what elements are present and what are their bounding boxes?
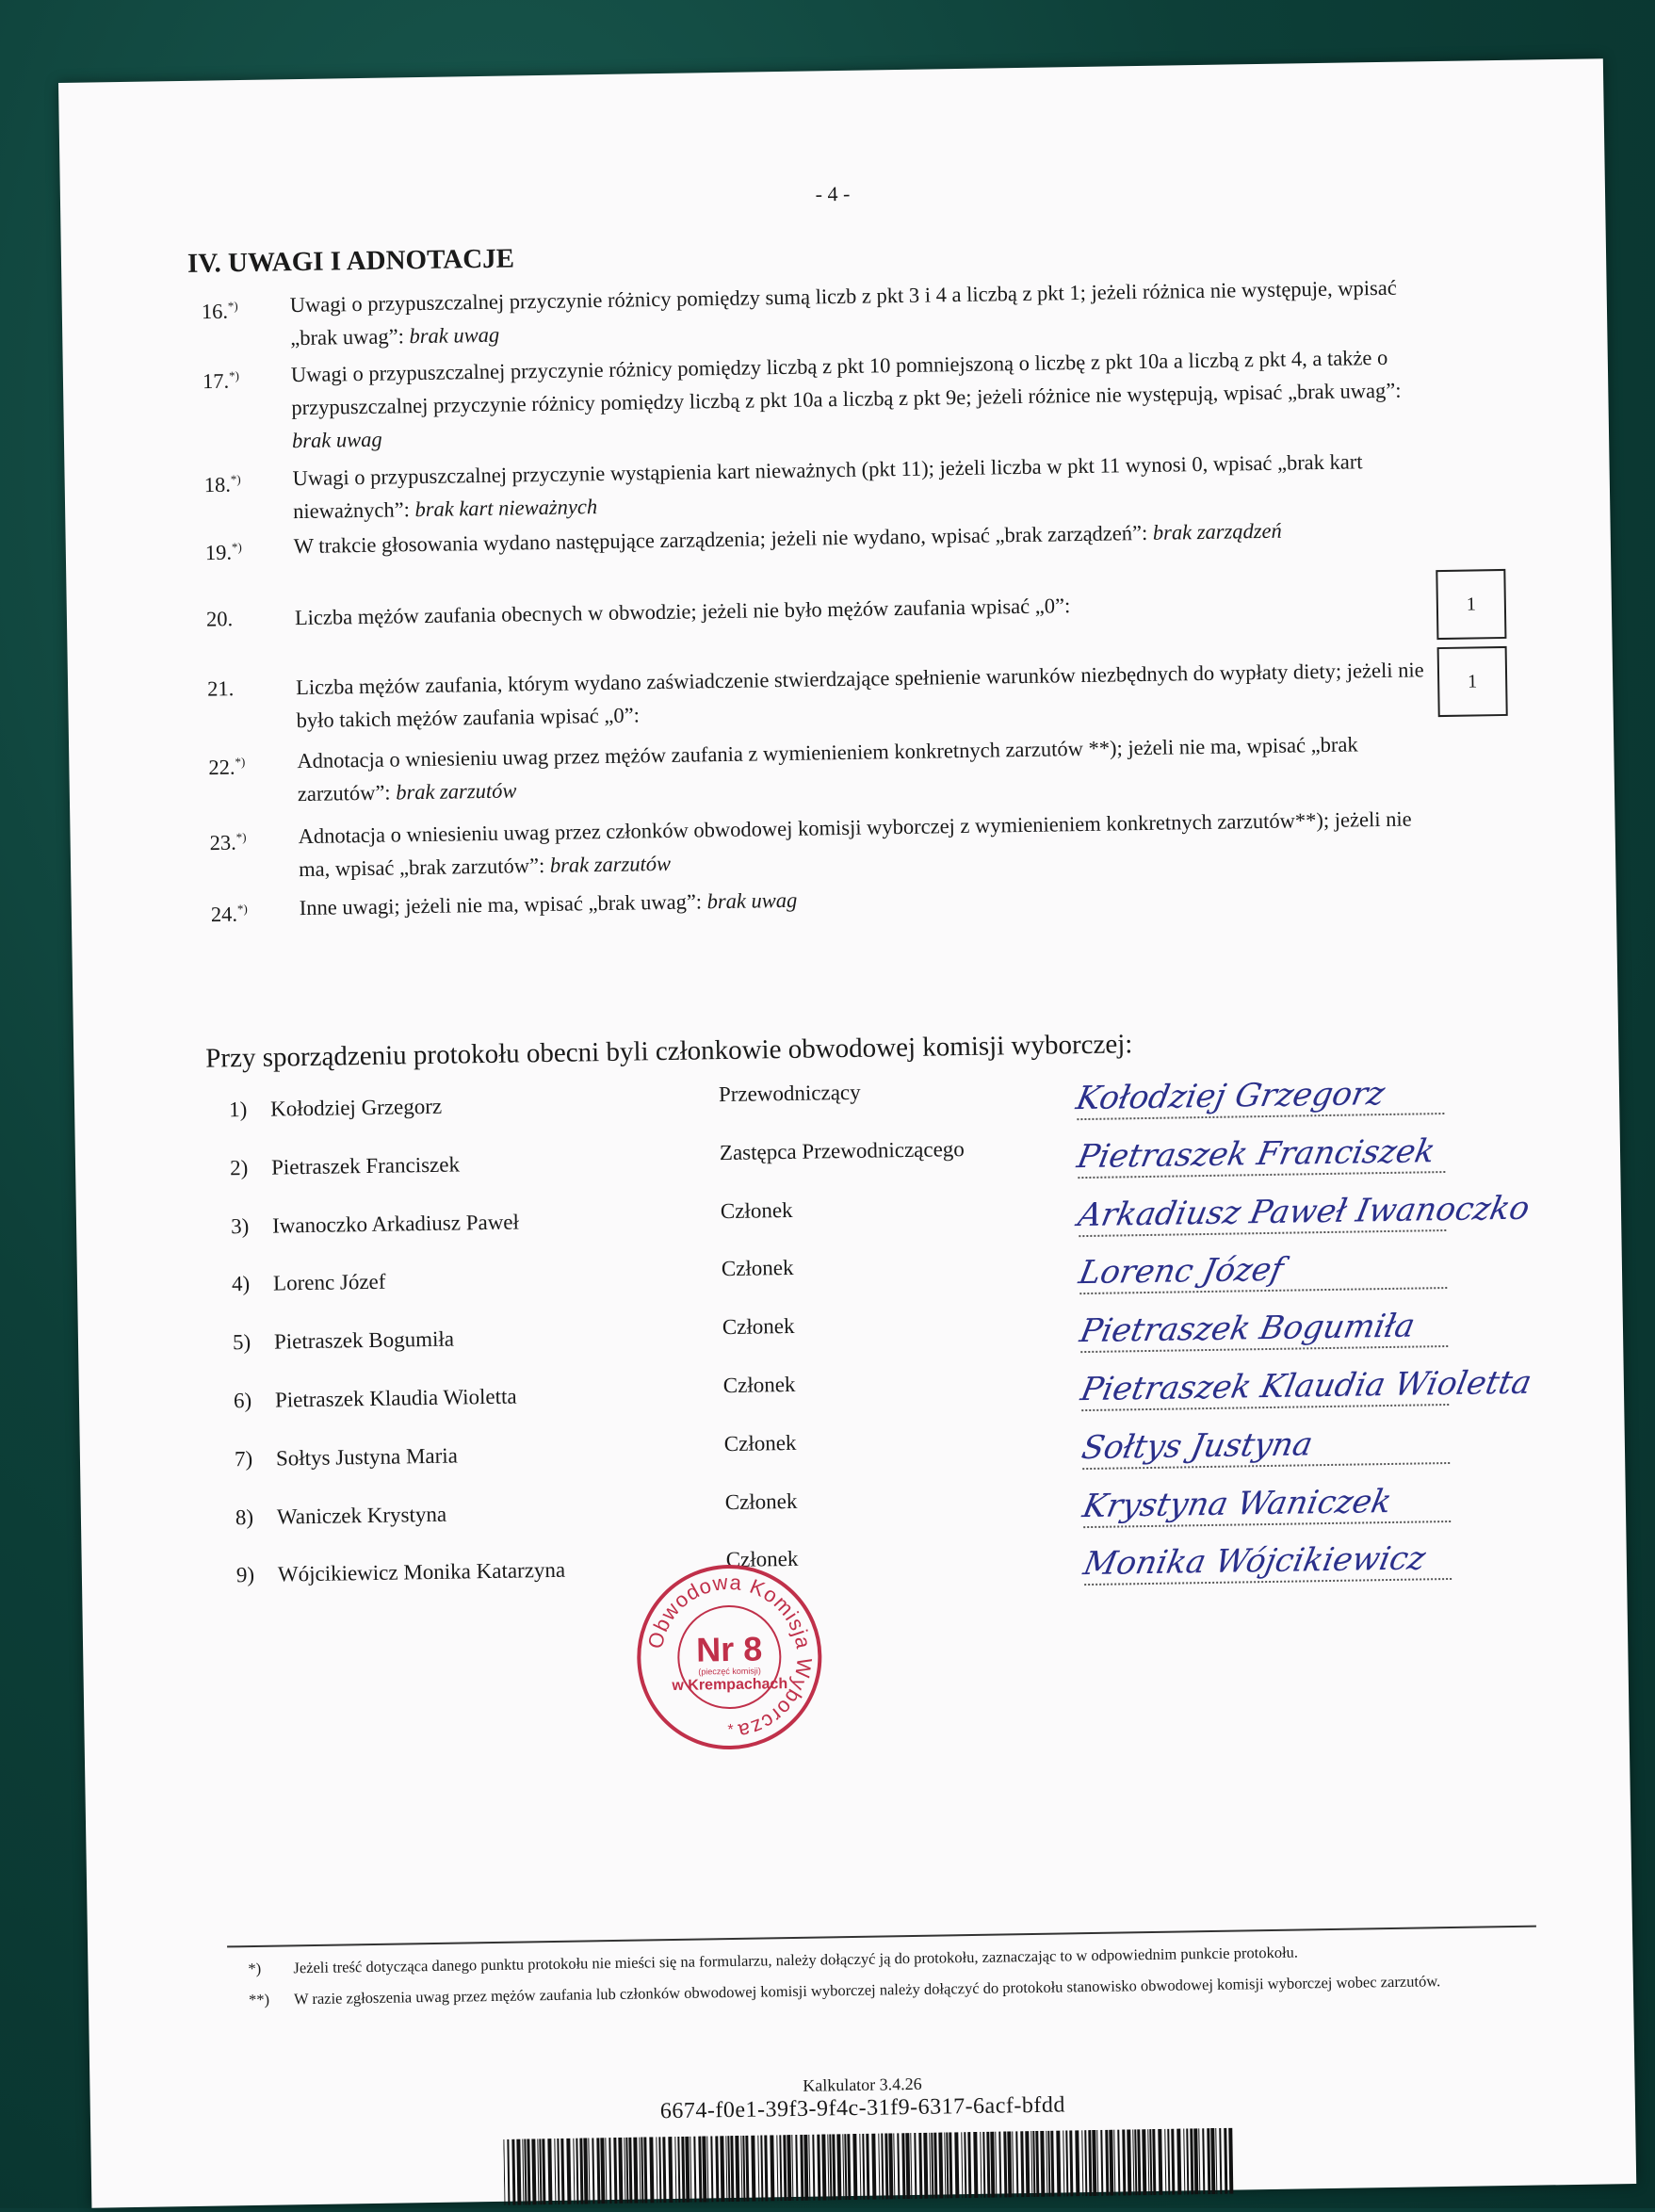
barcode-bar	[1122, 2129, 1126, 2195]
members-list	[229, 1069, 1556, 1614]
item-answer: brak zarządzeń	[1152, 518, 1282, 545]
barcode-bar	[751, 2136, 755, 2202]
barcode-bar	[859, 2134, 861, 2200]
member-index: 4)	[231, 1272, 251, 1296]
barcode-bar	[1186, 2128, 1189, 2194]
signature-line	[1079, 1421, 1451, 1470]
barcode-bar	[1056, 2131, 1061, 2197]
barcode-bar	[1171, 2129, 1175, 2195]
barcode-bar	[931, 2133, 933, 2199]
stamp-number: Nr 8	[695, 1629, 763, 1669]
barcode-bar	[539, 2139, 542, 2204]
barcode-bar	[1100, 2130, 1103, 2196]
member-index: 1)	[228, 1097, 248, 1122]
item-text: Liczba mężów zaufania, którym wydano zaświadczenie stwierdzające spełnienie warunków niezbędnych do wypłaty diety; jeżeli nie było takich mężów zaufania wpisać „0”:	[295, 658, 1424, 733]
item-answer: brak zarzutów	[396, 778, 517, 805]
handwritten-signature	[1078, 1349, 1535, 1412]
member-name: Kołodziej Grzegorz	[269, 1094, 443, 1121]
barcode-bar	[1003, 2131, 1007, 2197]
barcode-bar	[618, 2138, 623, 2204]
stamp-star-icon: *	[727, 1721, 734, 1739]
barcode-bar	[730, 2136, 734, 2202]
barcode-bar	[685, 2137, 690, 2203]
signature-line	[1080, 1537, 1452, 1586]
barcode-bar	[893, 2133, 895, 2199]
barcode-bar	[901, 2133, 905, 2199]
item-answer: brak uwag	[409, 322, 500, 349]
barcode-bar	[1069, 2130, 1073, 2196]
barcode-bar	[698, 2137, 702, 2203]
barcode-bar	[990, 2132, 995, 2198]
barcode-bar	[760, 2136, 763, 2202]
barcode-bar	[764, 2135, 768, 2201]
barcode-bar	[656, 2137, 657, 2203]
calculator-version: Kalkulator 3.4.26	[803, 2074, 922, 2095]
barcode-bar	[1040, 2131, 1045, 2197]
signature-line	[1075, 1188, 1533, 1237]
barcode-bar	[1167, 2129, 1170, 2195]
member-index: 7)	[234, 1446, 253, 1472]
section-title: IV. UWAGI I ADNOTACJE	[187, 243, 515, 279]
barcode-bar	[776, 2135, 778, 2201]
barcode-bar	[980, 2132, 982, 2198]
barcode-bar	[844, 2134, 847, 2200]
barcode-bar	[1137, 2129, 1141, 2195]
barcode-bar	[1015, 2131, 1018, 2197]
barcode	[503, 2128, 1239, 2205]
signature-line	[1073, 1071, 1445, 1120]
signature-line	[1079, 1479, 1452, 1528]
barcode-bar	[1127, 2129, 1131, 2195]
svg-text:Pietraszek Bogumiła: Pietraszek Bogumiła	[1077, 1308, 1419, 1351]
barcode-bar	[938, 2133, 943, 2199]
member-index: 3)	[230, 1213, 250, 1238]
barcode-bar	[633, 2138, 638, 2204]
barcode-bar	[905, 2133, 910, 2199]
member-role: Członek	[725, 1547, 799, 1572]
barcode-bar	[1096, 2130, 1098, 2196]
barcode-bar	[531, 2139, 536, 2204]
barcode-bar	[537, 2139, 539, 2204]
barcode-bar	[914, 2133, 917, 2199]
item-22: 22.*) Adnotacja o wniesieniu uwag przez mężów zaufania z wymienieniem konkretnych zarzutów **); jeżeli nie ma, wpisać „brak zarzutów”: brak zarzutów	[208, 732, 1358, 806]
barcode-bar	[842, 2134, 844, 2200]
barcode-bar	[1025, 2131, 1030, 2197]
barcode-bar	[573, 2139, 575, 2204]
barcode-bar	[836, 2134, 841, 2200]
barcode-bar	[821, 2134, 826, 2200]
barcode-bar	[1047, 2131, 1050, 2197]
member-role: Członek	[721, 1256, 794, 1281]
barcode-bar	[1183, 2128, 1185, 2194]
barcode-bar	[560, 2139, 564, 2204]
footnote: *) Jeżeli treść dotycząca danego punktu protokołu nie mieści się na formularzu, należy dołączyć ją do protokołu, zaznaczając to w odpowiednim punkcie protokołu.	[248, 1943, 1299, 1978]
barcode-bar	[735, 2136, 739, 2202]
barcode-bar	[944, 2132, 946, 2198]
barcode-bar	[706, 2136, 708, 2202]
svg-text:Pietraszek Klaudia Wioletta: Pietraszek Klaudia Wioletta	[1078, 1363, 1535, 1409]
barcode-bar	[693, 2137, 696, 2203]
barcode-bar	[998, 2132, 1001, 2198]
barcode-bar	[1065, 2130, 1068, 2196]
member-name: Iwanoczko Arkadiusz Paweł	[271, 1210, 520, 1238]
barcode-bar	[888, 2133, 893, 2199]
barcode-bar	[1228, 2128, 1233, 2194]
member-name: Sołtys Justyna Maria	[275, 1443, 459, 1471]
barcode-bar	[547, 2139, 552, 2204]
barcode-bar	[1032, 2131, 1035, 2197]
barcode-bar	[1109, 2130, 1113, 2196]
barcode-bar	[812, 2135, 815, 2201]
barcode-bar	[613, 2138, 617, 2204]
item-answer: brak kart nieważnych	[414, 495, 598, 522]
item-text: Inne uwagi; jeżeli nie ma, wpisać „brak uwag”:	[299, 889, 703, 920]
item-24: 24.*) Inne uwagi; jeżeli nie ma, wpisać „brak uwag”: brak uwag	[210, 887, 798, 927]
barcode-bar	[1176, 2129, 1181, 2195]
barcode-bar	[639, 2138, 641, 2204]
item-17: 17.*) Uwagi o przypuszczalnej przyczynie różnicy pomiędzy liczbą z pkt 10 pomniejszoną o liczbę z pkt 10a a liczbą z pkt 4, a także o przypuszczalnej przyczynie różnicy pomiędzy liczbą z pkt 10a a liczbą z pkt 9e; jeżeli różnice nie występują, wpisać „brak uwag”: brak uwag	[202, 345, 1402, 453]
member-name: Wójcikiewicz Monika Katarzyna	[277, 1558, 566, 1586]
svg-text:Sołtys Justyna: Sołtys Justyna	[1079, 1425, 1316, 1467]
barcode-bar	[1007, 2131, 1012, 2197]
members-title: Przy sporządzeniu protokołu obecni byli członkowie obwodowej komisji wyborczej:	[205, 1029, 1133, 1074]
barcode-bar	[779, 2135, 782, 2201]
barcode-bar	[579, 2139, 583, 2204]
handwritten-signature	[1081, 1407, 1478, 1470]
item-text: Uwagi o przypuszczalnej przyczynie wystąpienia kart nieważnych (pkt 11); jeżeli liczba w pkt 11 wynosi 0, wpisać „brak kart nieważnych”:	[292, 449, 1363, 524]
document-hash: 6674-f0e1-39f3-9f4c-31f9-6317-6acf-bfdd	[659, 2092, 1066, 2124]
signature-line	[1078, 1362, 1535, 1411]
barcode-bar	[967, 2132, 971, 2198]
item-text: Uwagi o przypuszczalnej przyczynie różnicy pomiędzy liczbą z pkt 10 pomniejszoną o liczbę z pkt 10a a liczbą z pkt 4, a także o przypuszczalnej przyczynie różnicy pomiędzy liczbą z pkt 10a a liczbą z pkt 9e; jeżeli różnice nie występują, wpisać „brak uwag”:	[290, 345, 1402, 420]
barcode-bar	[507, 2139, 510, 2205]
barcode-bar	[954, 2132, 959, 2198]
barcode-bar	[929, 2133, 931, 2199]
barcode-bar	[658, 2137, 661, 2203]
item-16: 16.*) Uwagi o przypuszczalnej przyczynie różnicy pomiędzy sumą liczb z pkt 3 i 4 a liczbą z pkt 1; jeżeli różnica nie występuje, wpisać „brak uwag”: brak uwag	[201, 275, 1397, 350]
handwritten-signature	[1079, 1465, 1479, 1528]
footnotes	[227, 1926, 1537, 2020]
barcode-bar	[787, 2135, 791, 2201]
count-box: 1	[1437, 646, 1508, 717]
barcode-bar	[1215, 2128, 1217, 2194]
barcode-bar	[1012, 2131, 1014, 2197]
commission-stamp	[634, 1561, 825, 1752]
barcode-bar	[649, 2137, 654, 2203]
barcode-bar	[1030, 2131, 1032, 2197]
barcode-bar	[668, 2137, 673, 2203]
member-name: Pietraszek Bogumiła	[273, 1326, 455, 1354]
barcode-bar	[995, 2132, 997, 2198]
barcode-bar	[866, 2134, 869, 2200]
barcode-bar	[961, 2132, 963, 2198]
item-21: 21. Liczba mężów zaufania, którym wydano zaświadczenie stwierdzające spełnienie warunków niezbędnych do wypłaty diety; jeżeli nie było takich mężów zaufania wpisać „0”: 1	[207, 652, 1508, 746]
handwritten-signature	[1073, 1058, 1472, 1121]
barcode-bar	[1152, 2129, 1156, 2195]
barcode-bar	[1088, 2130, 1092, 2196]
handwritten-signature	[1079, 1291, 1476, 1354]
barcode-bar	[827, 2134, 829, 2200]
barcode-bar	[817, 2135, 820, 2201]
barcode-bar	[583, 2138, 588, 2204]
handwritten-signature	[1080, 1523, 1480, 1586]
stamp-ring-text: Obwodowa Komisja Wyborcza	[642, 1570, 817, 1744]
item-text: W trakcie głosowania wydano następujące zarządzenia; jeżeli nie wydano, wpisać „brak zarządzeń”:	[293, 520, 1148, 559]
barcode-bar	[803, 2135, 808, 2201]
barcode-bar	[795, 2135, 798, 2201]
barcode-bar	[910, 2133, 912, 2199]
barcode-bar	[1164, 2129, 1166, 2195]
barcode-bar	[522, 2139, 524, 2205]
item-text: Uwagi o przypuszczalnej przyczynie różnicy pomiędzy sumą liczb z pkt 3 i 4 a liczbą z pkt 1; jeżeli różnica nie występuje, wpisać „brak uwag”:	[289, 275, 1397, 350]
remarks-list	[201, 269, 1511, 931]
barcode-bar	[1193, 2128, 1198, 2194]
svg-text:Kołodziej Grzegorz: Kołodziej Grzegorz	[1073, 1075, 1388, 1118]
barcode-bar	[742, 2136, 745, 2202]
barcode-bar	[808, 2135, 810, 2201]
barcode-bar	[897, 2133, 900, 2199]
item-20: 20. Liczba mężów zaufania obecnych w obwodzie; jeżeli nie było mężów zaufania wpisać „0”: 1	[206, 575, 1507, 673]
item-18: 18.*) Uwagi o przypuszczalnej przyczynie wystąpienia kart nieważnych (pkt 11); jeżeli liczba w pkt 11 wynosi 0, wpisać „brak kart nieważnych”: brak kart nieważnych	[203, 449, 1363, 524]
item-text: Adnotacja o wniesieniu uwag przez członków obwodowej komisji wyborczej z wymienieniem konkretnych zarzutów**); jeżeli nie ma, wpisać „brak zarzutów”:	[298, 806, 1412, 882]
member-index: 2)	[229, 1155, 249, 1180]
barcode-bar	[1105, 2130, 1109, 2196]
barcode-bar	[557, 2139, 560, 2204]
barcode-bar	[986, 2132, 990, 2198]
item-answer: brak zarzutów	[549, 851, 672, 877]
barcode-bar	[800, 2135, 803, 2201]
barcode-bar	[770, 2135, 774, 2201]
barcode-bar	[720, 2136, 724, 2202]
page-number: - 4 -	[815, 181, 851, 206]
barcode-bar	[982, 2132, 985, 2198]
barcode-bar	[783, 2135, 787, 2201]
barcode-bar	[740, 2136, 742, 2202]
item-text: Liczba mężów zaufania obecnych w obwodzie; jeżeli nie było mężów zaufania wpisać „0”:	[294, 594, 1071, 630]
barcode-bar	[933, 2133, 937, 2199]
handwritten-signature	[1076, 1232, 1475, 1295]
member-name: Lorenc Józef	[272, 1270, 386, 1295]
member-role: Zastępca Przewodniczącego	[719, 1136, 965, 1164]
barcode-bar	[677, 2137, 680, 2203]
member-name: Pietraszek Klaudia Wioletta	[274, 1384, 517, 1412]
barcode-bar	[949, 2132, 952, 2198]
barcode-bar	[832, 2134, 836, 2200]
barcode-bar	[503, 2139, 505, 2205]
barcode-bar	[829, 2134, 832, 2200]
item-answer: brak uwag	[706, 887, 798, 914]
barcode-bar	[542, 2139, 545, 2204]
barcode-bar	[690, 2137, 691, 2203]
svg-text:Krystyna Waniczek: Krystyna Waniczek	[1079, 1482, 1395, 1525]
barcode-bar	[1219, 2128, 1222, 2194]
barcode-bar	[1092, 2130, 1096, 2196]
member-role: Członek	[722, 1372, 796, 1398]
barcode-bar	[516, 2139, 521, 2205]
barcode-bar	[1210, 2128, 1215, 2194]
barcode-bar	[608, 2138, 611, 2204]
svg-text:Monika Wójcikiewicz: Monika Wójcikiewicz	[1080, 1540, 1429, 1584]
barcode-bar	[1075, 2130, 1079, 2196]
member-index: 9)	[235, 1563, 255, 1587]
barcode-bar	[1117, 2130, 1120, 2196]
member-role: Członek	[722, 1314, 795, 1340]
barcode-bar	[1132, 2129, 1134, 2195]
protocol-page	[58, 58, 1636, 2207]
barcode-bar	[592, 2138, 594, 2204]
member-index: 8)	[235, 1504, 254, 1529]
barcode-bar	[600, 2138, 605, 2204]
barcode-bar	[1158, 2129, 1162, 2195]
stamp-place: w Krempachach	[672, 1676, 788, 1694]
svg-text:Lorenc Józef: Lorenc Józef	[1076, 1251, 1287, 1293]
barcode-bar	[1190, 2128, 1193, 2194]
barcode-bar	[1113, 2130, 1115, 2196]
barcode-bar	[1134, 2129, 1137, 2195]
barcode-bar	[628, 2138, 632, 2204]
barcode-bar	[757, 2136, 759, 2202]
barcode-bar	[554, 2139, 556, 2204]
barcode-bar	[1035, 2131, 1039, 2197]
barcode-bar	[881, 2134, 884, 2200]
barcode-bar	[1084, 2130, 1087, 2196]
barcode-bar	[624, 2138, 625, 2204]
member-name: Pietraszek Franciszek	[270, 1152, 461, 1179]
svg-text:Arkadiusz Paweł Iwanoczko: Arkadiusz Paweł Iwanoczko	[1075, 1189, 1533, 1234]
member-role: Członek	[724, 1488, 798, 1514]
barcode-bar	[511, 2139, 515, 2205]
barcode-bar	[946, 2132, 949, 2198]
barcode-bar	[964, 2132, 966, 2198]
barcode-bar	[524, 2139, 527, 2204]
item-text: Adnotacja o wniesieniu uwag przez mężów zaufania z wymienieniem konkretnych zarzutów **); jeżeli nie ma, wpisać „brak zarzutów”:	[297, 732, 1358, 806]
stamp-small-text: (pieczęć komisji)	[698, 1666, 761, 1677]
member-role: Przewodniczący	[718, 1080, 861, 1107]
barcode-bar	[878, 2134, 880, 2200]
barcode-bar	[727, 2136, 730, 2202]
signature-line	[1076, 1245, 1448, 1294]
member-index: 6)	[233, 1388, 252, 1413]
barcode-bar	[702, 2136, 706, 2202]
item-19: 19.*) W trakcie głosowania wydano następujące zarządzenia; jeżeli nie wydano, wpisać „brak zarządzeń”: brak zarządzeń	[204, 518, 1282, 565]
barcode-bar	[923, 2133, 928, 2199]
barcode-bar	[1050, 2131, 1054, 2197]
barcode-bar	[588, 2138, 590, 2204]
barcode-bar	[862, 2134, 865, 2200]
item-23: 23.*) Adnotacja o wniesieniu uwag przez członków obwodowej komisji wyborczej z wymienieniem konkretnych zarzutów**); jeżeli nie ma, wpisać „brak zarzutów”: brak zarzutów	[209, 806, 1412, 882]
barcode-bar	[1149, 2129, 1152, 2195]
barcode-bar	[674, 2137, 676, 2203]
barcode-bar	[791, 2135, 793, 2201]
barcode-bar	[1147, 2129, 1149, 2195]
barcode-bar	[1198, 2128, 1200, 2194]
barcode-bar	[884, 2133, 888, 2199]
barcode-bar	[871, 2134, 876, 2200]
barcode-bar	[710, 2136, 713, 2202]
barcode-bar	[641, 2138, 643, 2204]
count-box: 1	[1436, 569, 1506, 640]
barcode-bar	[1020, 2131, 1024, 2197]
barcode-bar	[681, 2137, 685, 2203]
barcode-bar	[1081, 2130, 1083, 2196]
barcode-bar	[1202, 2128, 1205, 2194]
member-role: Członek	[720, 1197, 793, 1223]
barcode-bar	[1142, 2129, 1146, 2195]
svg-text:Pietraszek Franciszek: Pietraszek Franciszek	[1074, 1132, 1438, 1176]
barcode-bar	[643, 2137, 647, 2203]
barcode-bar	[566, 2139, 571, 2204]
signature-line	[1074, 1130, 1446, 1179]
barcode-bar	[576, 2139, 578, 2204]
handwritten-signature	[1074, 1115, 1473, 1179]
member-role: Członek	[723, 1430, 797, 1456]
barcode-bar	[605, 2138, 607, 2204]
member-name: Waniczek Krystyna	[276, 1502, 447, 1529]
item-answer: brak uwag	[291, 427, 382, 453]
barcode-bar	[625, 2138, 628, 2204]
footnote: **) W razie zgłoszenia uwag przez mężów zaufania lub członków obwodowej komisji wyborczej należy dołączyć do protokołu stanowisko obwodowej komisji wyborczej wobec zarzutów.	[248, 1972, 1441, 2009]
barcode-bar	[715, 2136, 719, 2202]
barcode-bar	[725, 2136, 727, 2202]
barcode-bar	[1063, 2131, 1064, 2197]
barcode-bar	[527, 2139, 530, 2204]
barcode-bar	[1207, 2128, 1210, 2194]
member-index: 5)	[232, 1330, 251, 1355]
barcode-bar	[662, 2137, 666, 2203]
handwritten-signature	[1075, 1174, 1533, 1237]
barcode-bar	[745, 2136, 749, 2202]
barcode-bar	[596, 2138, 600, 2204]
barcode-bar	[1046, 2131, 1047, 2197]
barcode-bar	[1224, 2128, 1227, 2194]
signature-line	[1077, 1304, 1449, 1353]
barcode-bar	[973, 2132, 978, 2198]
barcode-bar	[847, 2134, 851, 2200]
barcode-bar	[852, 2134, 857, 2200]
barcode-bar	[918, 2133, 922, 2199]
